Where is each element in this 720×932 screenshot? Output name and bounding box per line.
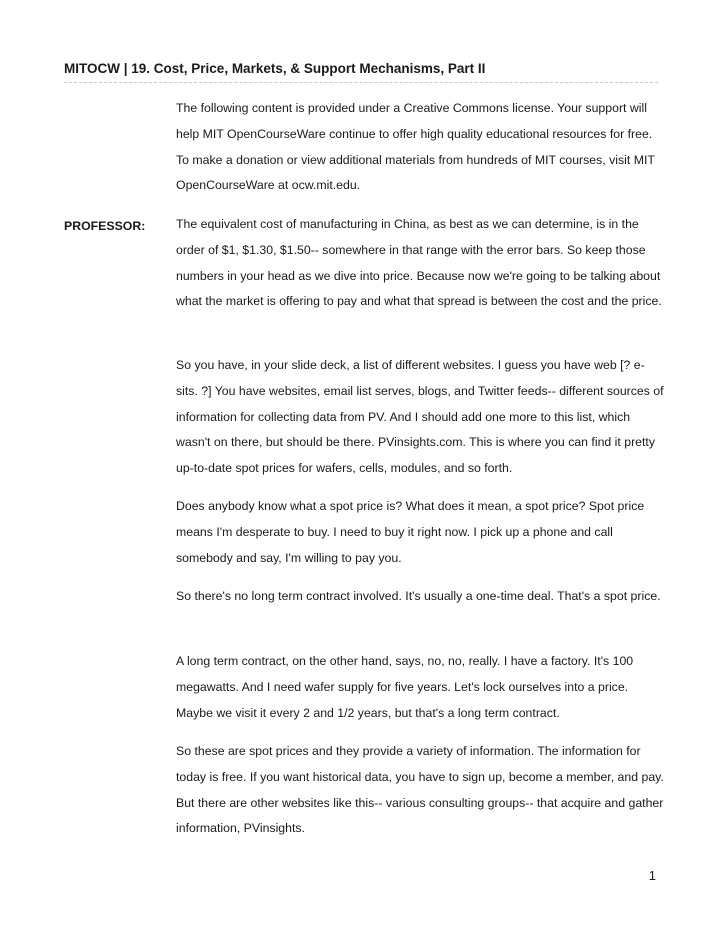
speaker-label: PROFESSOR: — [64, 219, 146, 233]
license-notice: The following content is provided under a Creative Commons license. Your support will help MIT OpenCourseWare continue to offer high quality educational resources for free. To make a donation or view additional materials from hundreds of MIT courses, visit MIT OpenCourseWare at ocw.mit.edu. — [176, 101, 655, 193]
page-header-title: MITOCW | 19. Cost, Price, Markets, & Support Mechanisms, Part II — [64, 61, 486, 76]
transcript-paragraph: The equivalent cost of manufacturing in China, as best as we can determine, is in the order of $1, $1.30, $1.50-- somewhere in that range with the error bars. So keep those numbers in your head as we dive into price. Because now we're going to be talking about what the market is offering to pay and what that spread is between the cost and the price. — [176, 217, 662, 309]
transcript-paragraph: So you have, in your slide deck, a list of different websites. I guess you have web [? e-sits. ?] You have websites, email list serves, blogs, and Twitter feeds-- different sources of information for collecting data from PV. And I should add one more to this list, which wasn't on there, but should be there. PVinsights.com. This is where you can find it pretty up-to-date spot prices for wafers, cells, modules, and so forth. — [176, 358, 664, 476]
transcript-paragraph: So there's no long term contract involved. It's usually a one-time deal. That's a spot price. — [176, 589, 661, 603]
header-divider — [64, 82, 658, 83]
page-number: 1 — [648, 868, 656, 883]
transcript-paragraph: So these are spot prices and they provide a variety of information. The information for today is free. If you want historical data, you have to sign up, become a member, and pay. But there are other websites like this-- various consulting groups-- that acquire and gather information, PVinsights. — [176, 744, 664, 836]
transcript-paragraph: Does anybody know what a spot price is? What does it mean, a spot price? Spot price means I'm desperate to buy. I need to buy it right now. I pick up a phone and call somebody and say, I'm willing to pay you. — [176, 499, 645, 565]
transcript-paragraph: A long term contract, on the other hand, says, no, no, really. I have a factory. It's 100 megawatts. And I need wafer supply for five years. Let's lock ourselves into a price. Maybe we visit it every 2 and 1/2 years, but that's a long term contract. — [176, 654, 634, 720]
